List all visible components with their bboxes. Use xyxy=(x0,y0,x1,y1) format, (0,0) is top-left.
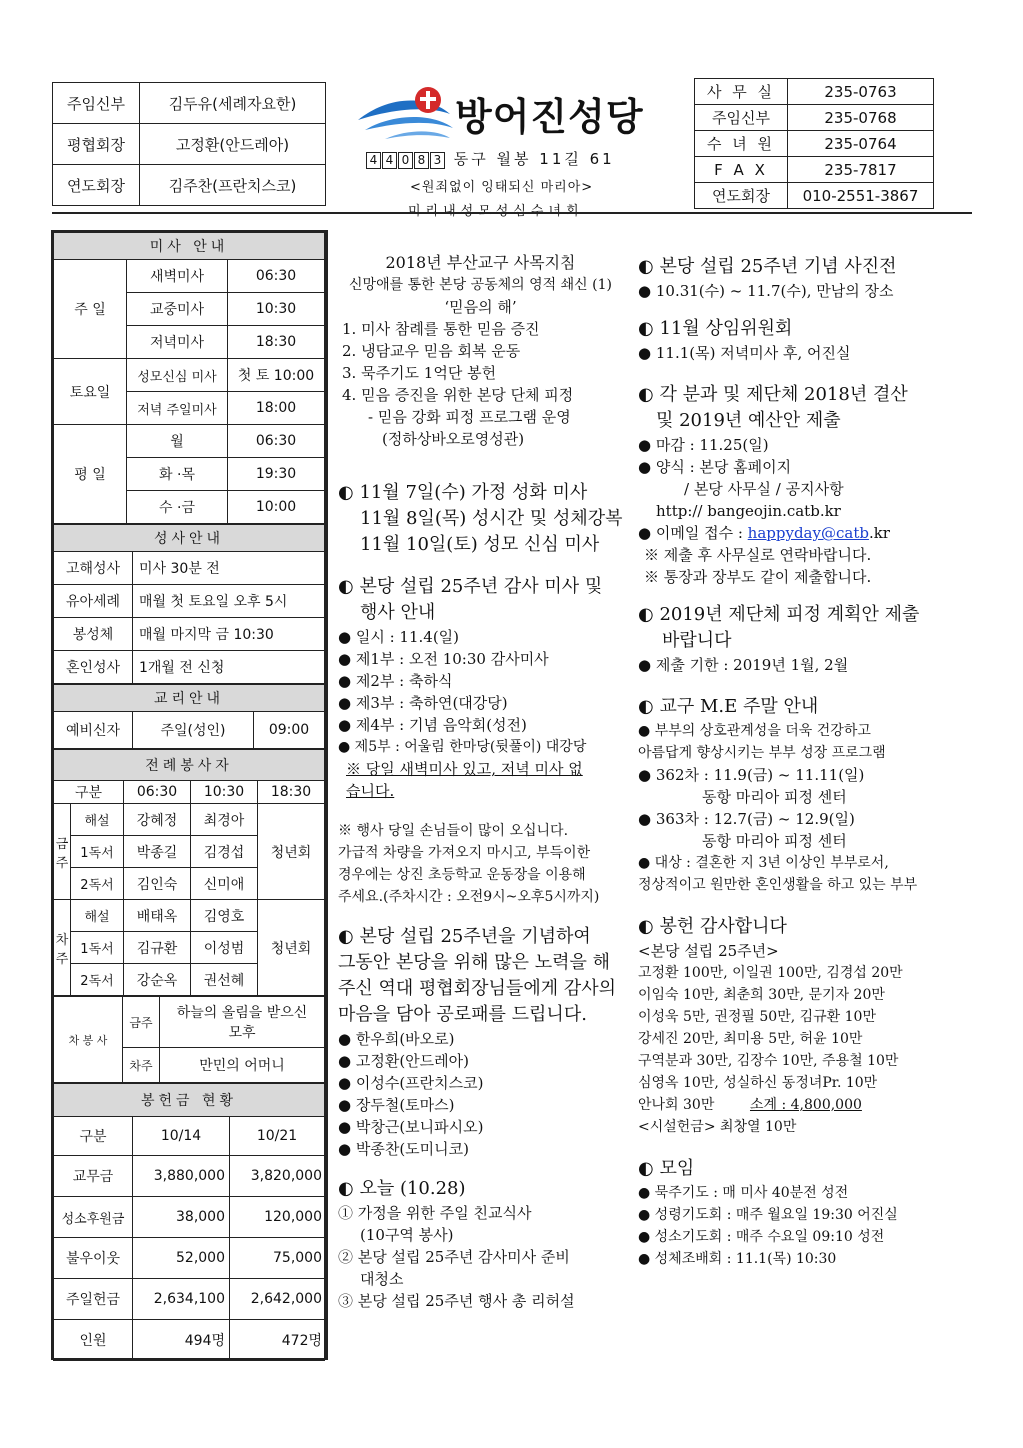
offering-amount: 52,000 xyxy=(133,1238,230,1279)
half-circle-icon: ◐ xyxy=(338,926,354,947)
value: 235-0768 xyxy=(788,105,934,131)
thanks-line: 안나회 30만 xyxy=(638,1097,715,1113)
sacrament-title: 성사안내 xyxy=(54,525,325,552)
budget-form: 양식 : 본당 홈페이지 xyxy=(655,458,792,476)
server: 김규환 xyxy=(124,932,191,964)
mass-name: 새벽미사 xyxy=(127,260,228,293)
cha-team: 하늘의 올림을 받으신 모후 xyxy=(160,997,325,1048)
server: 배태옥 xyxy=(124,900,191,932)
value: 김주찬(프란치스코) xyxy=(140,165,326,206)
sacrament-value: 1개월 전 신청 xyxy=(133,651,325,684)
thanks-line: 이성욱 5만, 권정필 50만, 김규환 10만 xyxy=(638,1009,876,1025)
meeting-item: 성체조배회 : 11.1(목) 10:30 xyxy=(654,1251,837,1267)
mass-time: 06:30 xyxy=(228,425,325,458)
thanks-line: 강세진 20만, 최미용 5만, 허윤 10만 xyxy=(638,1031,863,1047)
pastoral-item: 2. 냉담교우 믿음 회복 운동 xyxy=(342,342,521,360)
offering-label: 교무금 xyxy=(54,1156,133,1197)
anniversary-note: ※ 당일 새벽미사 있고, 저녁 미사 없 xyxy=(346,760,583,778)
server: 권선혜 xyxy=(191,964,258,996)
cha-team: 만민의 어머니 xyxy=(160,1048,325,1083)
plaque-line: 본당 설립 25주년을 기념하여 xyxy=(359,926,591,947)
parking-note: 가급적 차량을 가져오지 마시고, 부득이한 xyxy=(338,845,591,861)
mass-time: 18:00 xyxy=(228,392,325,425)
col-head: 10/14 xyxy=(133,1117,230,1156)
cha-week: 차주 xyxy=(123,1048,160,1083)
middle-column xyxy=(338,252,623,1312)
me-target: 정상적이고 원만한 혼인생활을 하고 있는 부부 xyxy=(638,877,918,893)
address-text: 동구 월봉 11길 61 xyxy=(453,150,615,168)
half-circle-icon: ◐ xyxy=(638,916,654,937)
half-circle-icon: ◐ xyxy=(338,482,354,503)
offering-label: 인원 xyxy=(54,1320,133,1361)
server: 김영호 xyxy=(191,900,258,932)
november-line: 11월 10일(토) 성모 신심 미사 xyxy=(360,534,600,555)
plaque-name: 한우희(바오로) xyxy=(355,1030,455,1048)
plaque-name: 장두철(토마스) xyxy=(355,1096,455,1114)
offering-amount: 3,880,000 xyxy=(133,1156,230,1197)
thanks-title: 봉헌 감사합니다 xyxy=(659,916,787,937)
sacrament-value: 매월 첫 토요일 오후 5시 xyxy=(133,585,325,618)
server: 이성범 xyxy=(191,932,258,964)
plaque-line: 주신 역대 평협회장님들에게 감사의 xyxy=(338,978,616,999)
cha-service-table xyxy=(53,996,325,1083)
thanks-line: 고정환 100만, 이일권 100만, 김경섭 20만 xyxy=(638,965,903,981)
email-label: 이메일 접수 : xyxy=(655,524,748,542)
weekday-label: 평 일 xyxy=(54,425,127,524)
mass-name: 화 ·목 xyxy=(127,458,228,491)
cha-label: 차 봉 사 xyxy=(54,997,123,1083)
half-circle-icon: ◐ xyxy=(338,576,354,597)
photo-title: 본당 설립 25주년 기념 사진전 xyxy=(659,256,897,277)
sacrament-label: 봉성체 xyxy=(54,618,133,651)
mass-time: 18:30 xyxy=(228,326,325,359)
sacrament-label: 혼인성사 xyxy=(54,651,133,684)
pastoral-title: 2018년 부산교구 사목지침 xyxy=(385,253,576,272)
parking-note: 경우에는 상진 초등학교 운동장을 이용해 xyxy=(338,867,586,883)
label: 사 무 실 xyxy=(695,79,788,105)
postal-digit: 0 xyxy=(398,152,413,169)
sacrament-value: 미사 30분 전 xyxy=(133,552,325,585)
today-item: ③ 본당 설립 25주년 행사 총 리허설 xyxy=(338,1292,575,1310)
col-head: 18:30 xyxy=(258,781,325,804)
this-week-label: 금 주 xyxy=(54,804,71,900)
budget-note: ※ 제출 후 사무실로 연락바랍니다. xyxy=(644,546,872,564)
col-head: 구분 xyxy=(54,1117,133,1156)
doctrine-time: 09:00 xyxy=(254,712,325,749)
anniversary-item: 일시 : 11.4(일) xyxy=(355,628,460,646)
value: 고정환(안드레아) xyxy=(140,124,326,165)
column-divider xyxy=(326,230,328,1360)
thanks-sub: <본당 설립 25주년> xyxy=(638,942,779,960)
contact-box xyxy=(694,78,934,209)
plaque-block: ◐ 본당 설립 25주년을 기념하여 그동안 본당을 위해 많은 노력을 해 주신 역대 평협회장님들에게 감사의 마음을 담아 공로패를 드립니다. ● 한우희(바오로) ● 고정환(안드레아) ● 이성수(프란치스코) ● 장두철(토마스) ● 박창근(보니파시오) ● 박종찬(도미니코) xyxy=(338,924,623,1160)
meeting-item: 묵주기도 : 매 미사 40분전 성전 xyxy=(654,1185,849,1201)
postal-digit: 3 xyxy=(430,152,445,169)
server: 강순옥 xyxy=(124,964,191,996)
me-session: 363차 : 12.7(금) ~ 12.9(일) xyxy=(655,810,855,828)
anniversary-item: 제5부 : 어울림 한마당(뒷풀이) 대강당 xyxy=(354,739,587,755)
role: 해설 xyxy=(71,804,124,836)
anniversary-item: 제1부 : 오전 10:30 감사미사 xyxy=(355,650,549,668)
mass-name: 수 ·금 xyxy=(127,491,228,524)
youth-group: 청년회 xyxy=(258,804,325,900)
retreat-title: 2019년 제단체 피정 계획안 제출 xyxy=(659,604,920,625)
november-block xyxy=(338,480,623,558)
mass-time: 첫 토 10:00 xyxy=(228,359,325,392)
sacrament-label: 고해성사 xyxy=(54,552,133,585)
offering-label: 주일헌금 xyxy=(54,1279,133,1320)
half-circle-icon: ◐ xyxy=(638,604,654,625)
role: 1독서 xyxy=(71,932,124,964)
email-tail: .kr xyxy=(868,524,890,542)
header-divider xyxy=(52,212,972,214)
server: 강혜정 xyxy=(124,804,191,836)
budget-title: 및 2019년 예산안 제출 xyxy=(656,410,841,431)
council-item: 11.1(목) 저녁미사 후, 어진실 xyxy=(655,344,851,362)
postal-digit: 8 xyxy=(414,152,429,169)
offering-amount: 472명 xyxy=(230,1320,325,1361)
pastoral-item: 3. 묵주기도 1억단 봉헌 xyxy=(342,364,497,382)
offering-title: 봉헌금 현황 xyxy=(54,1084,325,1117)
role: 2독서 xyxy=(71,964,124,996)
anniversary-block: ◐ 본당 설립 25주년 감사 미사 및 행사 안내 ● 일시 : 11.4(일) ● 제1부 : 오전 10:30 감사미사 ● 제2부 : 축하식 ● 제3부 : 축하연(대강당) ● 제4부 : 기념 음악회(성전) ● 제5부 : 어울림 한마당(뒷풀이) 대강당 ※ 당일 새벽미사 있고, 저녁 미사 없 습니다. ※ 행사 당일 손님들이 많이 오십니다. 가급적 차량을 가져오지 마시고, 부득이한 경우에는 상진 초등학교 운동장을 이용해 주세요.(주차시간 : 오전9시~오후5시까지) xyxy=(338,574,623,908)
retreat-title: 바랍니다 xyxy=(662,630,732,651)
offering-amount: 494명 xyxy=(133,1320,230,1361)
server: 최경아 xyxy=(191,804,258,836)
me-desc: 부부의 상호관계성을 더욱 건강하고 xyxy=(654,723,871,739)
pastoral-subtitle: 신망애를 통한 본당 공동체의 영적 쇄신 (1) xyxy=(349,277,612,293)
mass-time: 19:30 xyxy=(228,458,325,491)
col-head: 10/21 xyxy=(230,1117,325,1156)
col-head: 10:30 xyxy=(191,781,258,804)
today-item: (10구역 봉사) xyxy=(360,1226,454,1244)
anniversary-title: 행사 안내 xyxy=(360,602,436,623)
offering-amount: 75,000 xyxy=(230,1238,325,1279)
plaque-name: 이성수(프란치스코) xyxy=(355,1074,484,1092)
thanks-line: 이임숙 10만, 최춘희 30만, 문기자 20만 xyxy=(638,987,885,1003)
homepage-url: http:// bangeojin.catb.kr xyxy=(656,502,841,520)
offering-label: 성소후원금 xyxy=(54,1197,133,1238)
today-item: ① 가정을 위한 주일 친교식사 xyxy=(338,1204,532,1222)
value: 010-2551-3867 xyxy=(788,183,934,209)
me-target: 대상 : 결혼한 지 3년 이상인 부부로서, xyxy=(654,855,889,871)
mass-table xyxy=(53,232,325,524)
plaque-line: 마음을 담아 공로패를 드립니다. xyxy=(338,1004,587,1025)
pastoral-item: 4. 믿음 증진을 위한 본당 단체 피정 xyxy=(342,386,574,404)
budget-form: / 본당 사무실 / 공지사항 xyxy=(684,480,844,498)
server: 김인숙 xyxy=(124,868,191,900)
info-sidebar xyxy=(51,230,327,1360)
pastoral-subitem: (정하상바오로영성관) xyxy=(382,430,525,448)
server: 신미애 xyxy=(191,868,258,900)
plaque-name: 박창근(보니파시오) xyxy=(355,1118,484,1136)
doctrine-label: 예비신자 xyxy=(54,712,133,749)
anniversary-note: 습니다. xyxy=(346,782,395,800)
parking-note: ※ 행사 당일 손님들이 많이 오십니다. xyxy=(338,823,569,839)
facility-offering: <시설헌금> 최창열 10만 xyxy=(638,1119,797,1135)
servers-title: 전례봉사자 xyxy=(54,750,325,781)
plaque-line: 그동안 본당을 위해 많은 노력을 해 xyxy=(338,952,611,973)
pastor-info-box xyxy=(52,82,326,206)
value: 235-7817 xyxy=(788,157,934,183)
half-circle-icon: ◐ xyxy=(638,696,654,717)
postal-digit: 4 xyxy=(382,152,397,169)
me-session: 362차 : 11.9(금) ~ 11.11(일) xyxy=(655,766,865,784)
mass-title: 미사 안내 xyxy=(54,233,325,260)
label: 수 녀 원 xyxy=(695,131,788,157)
me-place: 동항 마리아 피정 센터 xyxy=(702,788,847,806)
cha-week: 금주 xyxy=(123,997,160,1048)
saturday-label: 토요일 xyxy=(54,359,127,425)
postal-digit: 4 xyxy=(366,152,381,169)
meeting-title: 모임 xyxy=(659,1158,695,1179)
label: 주임신부 xyxy=(53,83,140,124)
youth-group: 청년회 xyxy=(258,900,325,996)
meeting-item: 성령기도회 : 매주 월요일 19:30 어진실 xyxy=(654,1207,898,1223)
col-head: 구분 xyxy=(54,781,124,804)
mass-name: 교중미사 xyxy=(127,293,228,326)
sacrament-table xyxy=(53,524,325,684)
sacrament-value: 매월 마지막 금 10:30 xyxy=(133,618,325,651)
server: 박종길 xyxy=(124,836,191,868)
mass-time: 10:00 xyxy=(228,491,325,524)
mass-name: 저녁미사 xyxy=(127,326,228,359)
today-item: 대청소 xyxy=(360,1270,404,1288)
half-circle-icon: ◐ xyxy=(338,1178,354,1199)
pastoral-item: 1. 미사 참례를 통한 믿음 증진 xyxy=(342,320,540,338)
november-line: 11월 8일(목) 성시간 및 성체강복 xyxy=(360,508,623,529)
me-desc: 아름답게 향상시키는 부부 성장 프로그램 xyxy=(638,745,886,761)
offering-table xyxy=(53,1083,325,1361)
sacrament-label: 유아세례 xyxy=(54,585,133,618)
convent-name xyxy=(408,200,584,219)
today-title: 오늘 (10.28) xyxy=(359,1178,466,1199)
mass-name: 저녁 주일미사 xyxy=(127,392,228,425)
pastoral-subitem: - 믿음 강화 피정 프로그램 운영 xyxy=(368,408,571,426)
anniversary-item: 제4부 : 기념 음악회(성전) xyxy=(355,716,527,734)
thanks-line: 심영옥 10만, 성실하신 동정녀Pr. 10만 xyxy=(638,1075,878,1091)
half-circle-icon: ◐ xyxy=(638,318,654,339)
anniversary-title: 본당 설립 25주년 감사 미사 및 xyxy=(359,576,603,597)
thanks-subtotal: 소계 : 4,800,000 xyxy=(749,1097,862,1113)
half-circle-icon: ◐ xyxy=(638,256,654,277)
label: F A X xyxy=(695,157,788,183)
offering-amount: 120,000 xyxy=(230,1197,325,1238)
mass-name: 성모신심 미사 xyxy=(127,359,228,392)
offering-label: 불우이웃 xyxy=(54,1238,133,1279)
mass-time: 06:30 xyxy=(228,260,325,293)
budget-deadline: 마감 : 11.25(일) xyxy=(655,436,769,454)
today-item: ② 본당 설립 25주년 감사미사 준비 xyxy=(338,1248,570,1266)
anniversary-item: 제3부 : 축하연(대강당) xyxy=(355,694,508,712)
offering-amount: 38,000 xyxy=(133,1197,230,1238)
retreat-item: 제출 기한 : 2019년 1월, 2월 xyxy=(655,656,849,674)
sunday-label: 주 일 xyxy=(54,260,127,359)
pastoral-theme: ‘믿음의 해’ xyxy=(444,298,517,316)
server: 김경섭 xyxy=(191,836,258,868)
november-line: 11월 7일(수) 가정 성화 미사 xyxy=(359,482,588,503)
plaque-name: 고정환(안드레아) xyxy=(355,1052,469,1070)
budget-note: ※ 통장과 장부도 같이 제출합니다. xyxy=(644,568,872,586)
col-head: 06:30 xyxy=(124,781,191,804)
today-block xyxy=(338,1176,623,1312)
anniversary-item: 제2부 : 축하식 xyxy=(355,672,453,690)
offering-amount: 2,642,000 xyxy=(230,1279,325,1320)
label: 연도회장 xyxy=(695,183,788,209)
label: 주임신부 xyxy=(695,105,788,131)
parish-title: 방어진성당 xyxy=(455,95,644,139)
role: 해설 xyxy=(71,900,124,932)
meeting-item: 성소기도회 : 매주 수요일 09:10 성전 xyxy=(654,1229,885,1245)
servers-table xyxy=(53,749,325,996)
parking-note: 주세요.(주차시간 : 오전9시~오후5시까지) xyxy=(338,889,600,905)
label: 연도회장 xyxy=(53,165,140,206)
photo-item: 10.31(수) ~ 11.7(수), 만남의 장소 xyxy=(655,282,894,300)
council-title: 11월 상임위원회 xyxy=(659,318,793,339)
me-place: 동항 마리아 피정 센터 xyxy=(702,832,847,850)
address xyxy=(366,148,615,169)
thanks-line: 구역분과 30만, 김장수 10만, 주용철 10만 xyxy=(638,1053,899,1069)
value: 김두유(세례자요한) xyxy=(140,83,326,124)
next-week-label: 차 주 xyxy=(54,900,71,996)
me-title: 교구 M.E 주말 안내 xyxy=(659,696,819,717)
value: 235-0764 xyxy=(788,131,934,157)
role: 2독서 xyxy=(71,868,124,900)
half-circle-icon: ◐ xyxy=(638,384,654,405)
doctrine-table xyxy=(53,684,325,749)
offering-amount: 3,820,000 xyxy=(230,1156,325,1197)
budget-title: 각 분과 및 제단체 2018년 결산 xyxy=(659,384,908,405)
offering-amount: 2,634,100 xyxy=(133,1279,230,1320)
mass-name: 월 xyxy=(127,425,228,458)
label: 평협회장 xyxy=(53,124,140,165)
role: 1독서 xyxy=(71,836,124,868)
doctrine-value: 주일(성인) xyxy=(133,712,254,749)
value: 235-0763 xyxy=(788,79,934,105)
motto: <원죄없이 잉태되신 마리아> xyxy=(410,180,594,195)
half-circle-icon: ◐ xyxy=(638,1158,654,1179)
right-column: ◐ 본당 설립 25주년 기념 사진전 ● 10.31(수) ~ 11.7(수), 만남의 장소 ◐ 11월 상임위원회 ● 11.1(목) 저녁미사 후, 어진실 ◐ 각 분과 및 제단체 2018년 결산 및 2019년 예산안 제출 ● 마감 : 11.25(일) ● 양식 : 본당 홈페이지 / 본당 사무실 / 공지사항 http:// bangeojin.catb.kr ● 이메일 접수 : happyday@catb.kr ※ 제출 후 사무실로 연락바랍니다. ※ 통장과 장부도 같이 제출합니다. ◐ 2019년 제단체 피정 계획안 제출 바랍니다 ● 제출 기한 : 2019년 1월, 2월 ◐ 교구 M.E 주말 안내 ● 부부의 상호관계성을 더욱 건강하고 아름답게 향상시키는 부부 성장 프로그램 ● 362차 : 11.9(금) ~ 11.11(일) 동항 마리아 피정 센터 ● 363차 : 12.7(금) ~ 12.9(일) 동항 마리아 피정 센터 ● 대상 : 결혼한 지 3년 이상인 부부로서, 정상적이고 원만한 혼인생활을 하고 있는 부부 ◐ 봉헌 감사합니다 <본당 설립 25주년> 고정환 100만, 이일권 100만, 김경섭 20만 이임숙 10만, 최춘희 30만, 문기자 20만 이성욱 5만, 권정필 50만, 김규환 10만 강세진 20만, 최미용 5만, 허윤 10만 구역분과 30만, 김장수 10만, 주용철 10만 심영옥 10만, 성실하신 동정녀Pr. 10만 안나회 30만 소계 : 4,800,000 <시설헌금> 최창열 10만 ◐ 모임 ● 묵주기도 : 매 미사 40분전 성전 ● 성령기도회 : 매주 월요일 19:30 어진실 ● 성소기도회 : 매주 수요일 09:10 성전 ● 성체조배회 : 11.1(목) 10:30 xyxy=(638,254,938,1270)
email-link[interactable]: happyday@catb xyxy=(747,524,869,542)
mass-time: 10:30 xyxy=(228,293,325,326)
doctrine-title: 교리안내 xyxy=(54,685,325,712)
plaque-name: 박종찬(도미니코) xyxy=(355,1140,469,1158)
